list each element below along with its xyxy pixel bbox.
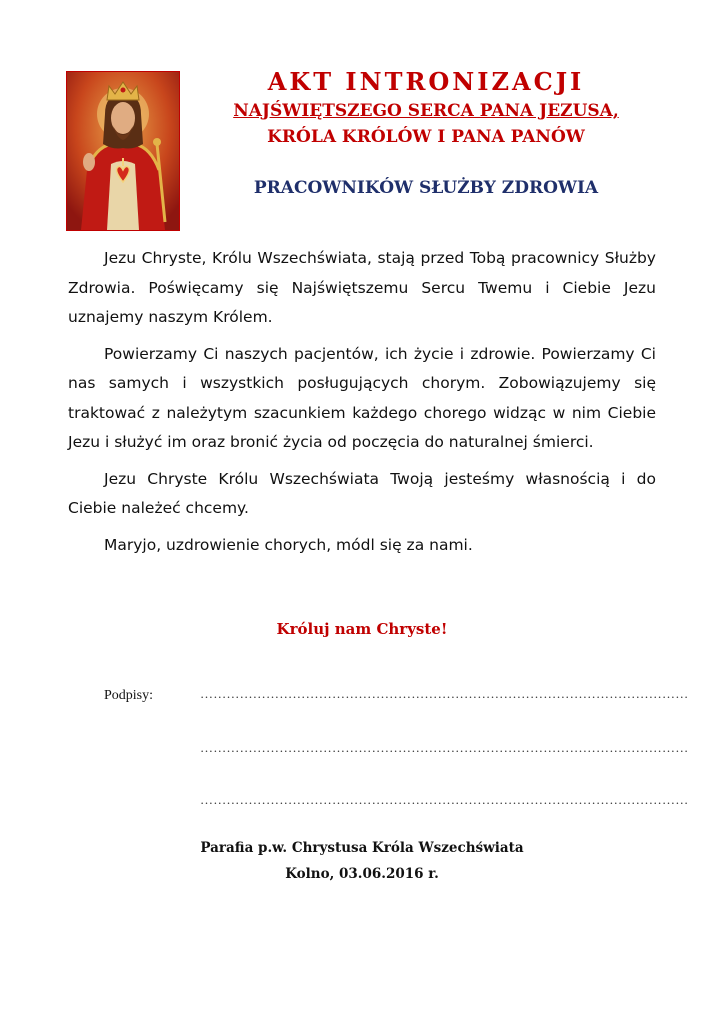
christ-the-king-icon: [66, 71, 180, 231]
document-subtitle-line2: KRÓLA KRÓLÓW I PANA PANÓW: [267, 127, 585, 147]
prayer-paragraph: Powierzamy Ci naszych pacjentów, ich życie i zdrowie. Powierzamy Ci nas samych i wszystkich posługujących chorym. Zobowiązujemy się traktować z należytym szacunkiem każdego chorego widząc w nim Ciebie Jezu i służyć im oraz bronić życia od poczęcia do naturalnej śmierci.: [68, 344, 656, 451]
prayer-text: [68, 244, 656, 567]
prayer-paragraph: Jezu Chryste, Królu Wszechświata, stają przed Tobą pracownicy Służby Zdrowia. Poświęcamy się Najświętszemu Sercu Twemu i Ciebie Jezu uznajemy naszym Królem.: [68, 249, 656, 326]
place-date: Kolno, 03.06.2016 r.: [285, 866, 439, 882]
document-title: AKT INTRONIZACJI: [267, 67, 585, 96]
title-block: [186, 66, 666, 200]
signatures-label: Podpisy:: [104, 688, 154, 703]
signature-line[interactable]: …………………………………………………………………………………………………: [200, 792, 689, 807]
document-subtitle-line1: NAJŚWIĘTSZEGO SERCA PANA JEZUSA,: [233, 101, 619, 121]
signature-line[interactable]: …………………………………………………………………………………………………: [200, 740, 689, 755]
closing-acclamation: Króluj nam Chryste!: [276, 620, 448, 638]
document-workers-line: PRACOWNIKÓW SŁUŻBY ZDROWIA: [253, 178, 599, 198]
prayer-paragraph: Maryjo, uzdrowienie chorych, módl się za nami.: [104, 535, 473, 554]
prayer-paragraph: Jezu Chryste Królu Wszechświata Twoją jesteśmy własnością i do Ciebie należeć chcemy.: [68, 469, 656, 517]
parish-name: Parafia p.w. Chrystusa Króla Wszechświata: [200, 840, 524, 856]
signature-line[interactable]: …………………………………………………………………………………………………: [200, 686, 689, 701]
